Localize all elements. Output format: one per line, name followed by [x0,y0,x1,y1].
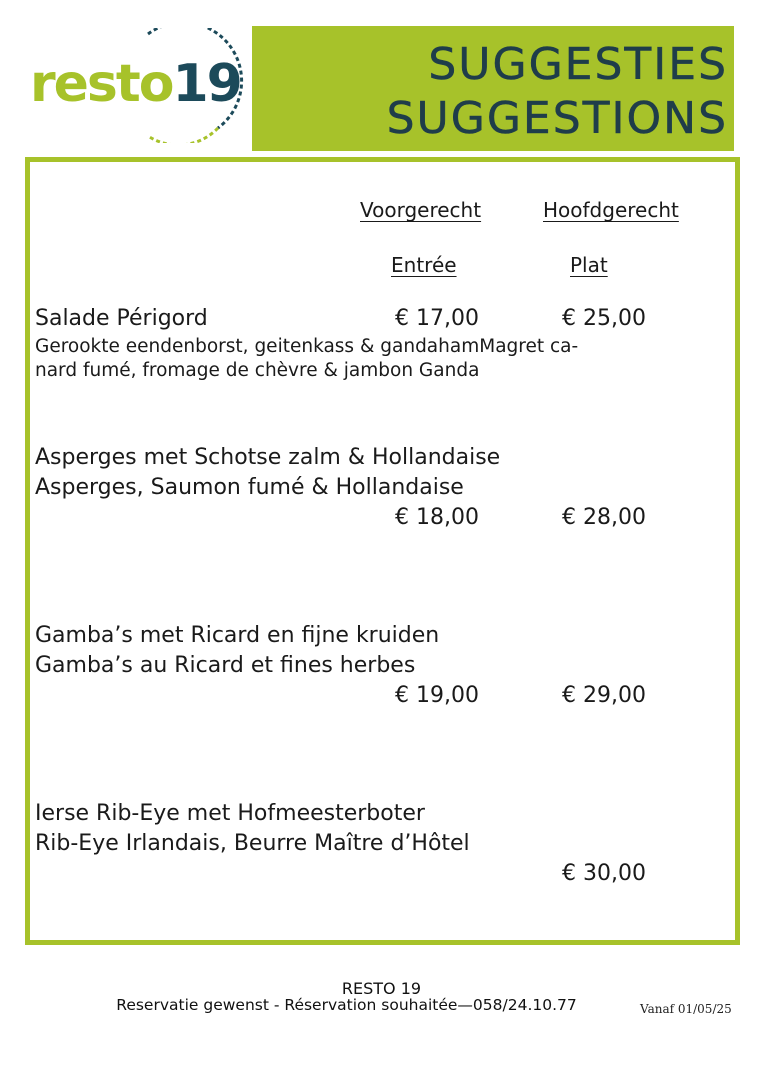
item-description: Gerookte eendenborst, geitenkass & gandahamMagret ca- [35,336,579,357]
resto19-logo [28,28,250,143]
column-header-hoofdgerecht: Hoofdgerecht [543,198,679,222]
main-price: € 29,00 [562,683,646,708]
column-header-voorgerecht: Voorgerecht [360,198,482,222]
logo-wordmark: resto19 [30,54,241,114]
item-name-dutch: Asperges met Schotse zalm & Hollandaise [35,445,501,470]
item-name-french: Rib-Eye Irlandais, Beurre Maître d’Hôtel [35,831,470,856]
item-name-french: Gamba’s au Ricard et fines herbes [35,653,416,678]
starter-price: € 18,00 [395,505,479,530]
item-name-dutch: Gamba’s met Ricard en fijne kruiden [35,623,440,648]
starter-price: € 17,00 [395,306,479,331]
column-header-plat: Plat [570,253,608,277]
item-description: nard fumé, fromage de chèvre & jambon Ganda [35,360,480,381]
item-name-french: Asperges, Saumon fumé & Hollandaise [35,475,464,500]
main-price: € 28,00 [562,505,646,530]
item-name: Salade Périgord [35,306,208,331]
footer-restaurant-name: RESTO 19 [341,979,422,998]
item-name-dutch: Ierse Rib-Eye met Hofmeesterboter [35,801,425,826]
starter-price: € 19,00 [395,683,479,708]
valid-from-date: Vanaf 01/05/25 [640,1002,732,1016]
title-dutch: SUGGESTIES [428,39,728,90]
footer-reservation: Reservatie gewenst - Réservation souhaitée—058/24.10.77 [116,996,577,1014]
column-header-entree: Entrée [391,253,457,277]
main-price: € 30,00 [562,861,646,886]
title-french: SUGGESTIONS [386,93,728,144]
menu-frame [25,157,740,945]
title-banner [252,26,734,151]
main-price: € 25,00 [562,306,646,331]
